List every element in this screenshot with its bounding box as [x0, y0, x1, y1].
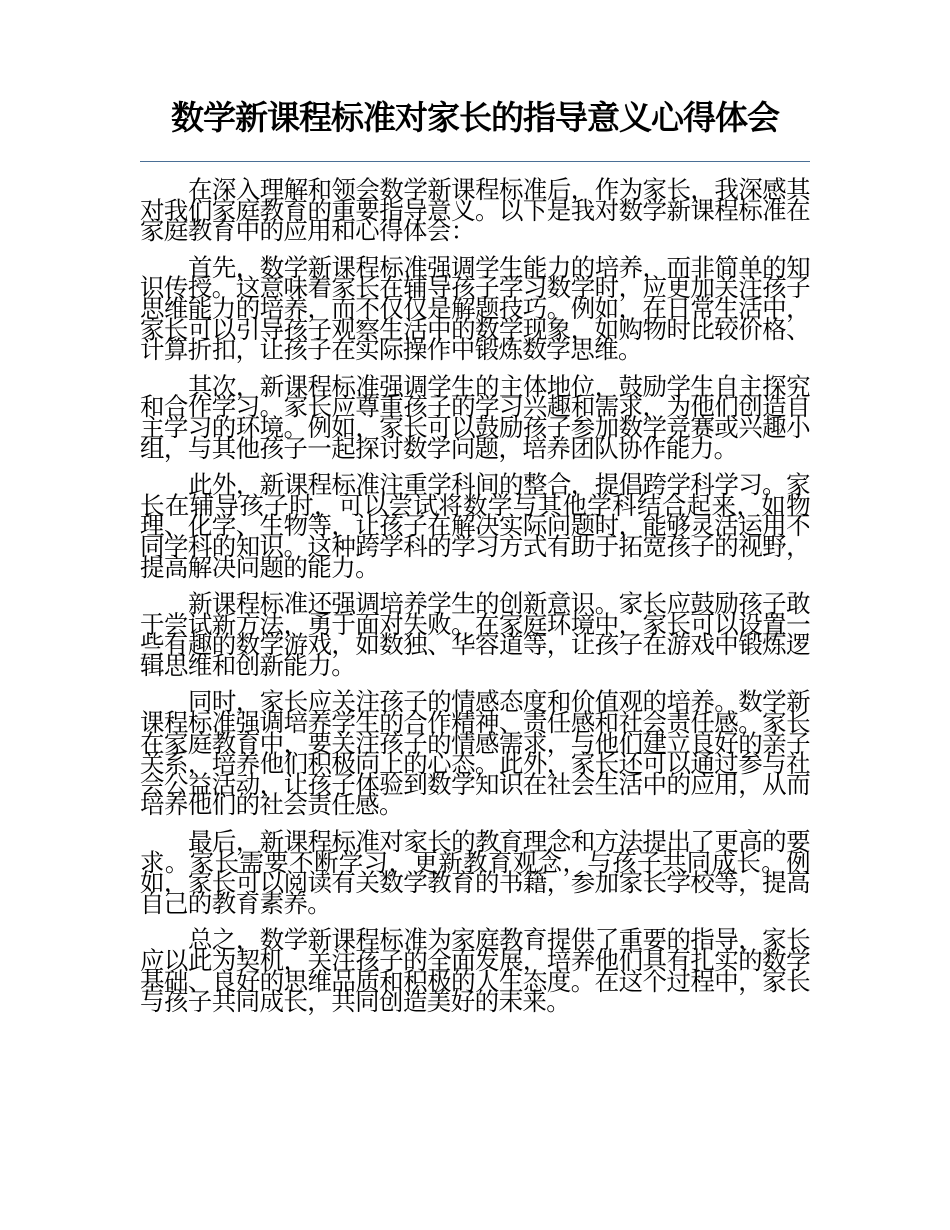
title-underline	[140, 161, 810, 162]
paragraph-first: 首先，数学新课程标准强调学生能力的培养，而非简单的知识传授。这意味着家长在辅导孩子学习数学时，应更加关注孩子思维能力的培养，而不仅仅是解题技巧。例如，在日常生活中，家长可以引导孩子观察生活中的数学现象，如购物时比较价格、计算折扣，让孩子在实际操作中锻炼数学思维。	[140, 252, 810, 365]
paragraph-second: 其次，新课程标准强调学生的主体地位，鼓励学生自主探究和合作学习。家长应尊重孩子的学习兴趣和需求，为他们创造自主学习的环境。例如，家长可以鼓励孩子参加数学竞赛或兴趣小组，与其他孩子一起探讨数学问题，培养团队协作能力。	[140, 371, 810, 463]
paragraph-conclusion: 总之，数学新课程标准为家庭教育提供了重要的指导，家长应以此为契机，关注孩子的全面发展，培养他们具有扎实的数学基础、良好的思维品质和积极的人生态度。在这个过程中，家长与孩子共同成长，共同创造美好的未来。	[140, 925, 810, 1017]
paragraph-innovation: 新课程标准还强调培养学生的创新意识。家长应鼓励孩子敢于尝试新方法，勇于面对失败。在家庭环境中，家长可以设置一些有趣的数学游戏，如数独、华容道等，让孩子在游戏中锻炼逻辑思维和创新能力。	[140, 589, 810, 680]
paragraph-finally: 最后，新课程标准对家长的教育理念和方法提出了更高的要求。家长需要不断学习，更新教育观念，与孩子共同成长。例如，家长可以阅读有关数学教育的书籍，参加家长学校等，提高自己的教育素养。	[140, 827, 810, 918]
paragraph-emotion: 同时，家长应关注孩子的情感态度和价值观的培养。数学新课程标准强调培养学生的合作精神、责任感和社会责任感。家长在家庭教育中，要关注孩子的情感需求，与他们建立良好的亲子关系，培养他们积极向上的心态。此外，家长还可以通过参与社会公益活动，让孩子体验到数学知识在社会生活中的应用，从而培养他们的社会责任感。	[140, 687, 810, 820]
paragraph-intro: 在深入理解和领会数学新课程标准后，作为家长，我深感其对我们家庭教育的重要指导意义。以下是我对数学新课程标准在家庭教育中的应用和心得体会：	[140, 175, 810, 246]
document-body	[140, 175, 810, 1029]
document-title: 数学新课程标准对家长的指导意义心得体会	[171, 98, 779, 137]
paragraph-interdisciplinary: 此外，新课程标准注重学科间的整合，提倡跨学科学习。家长在辅导孩子时，可以尝试将数学与其他学科结合起来，如物理、化学、生物等，让孩子在解决实际问题时，能够灵活运用不同学科的知识。这种跨学科的学习方式有助于拓宽孩子的视野，提高解决问题的能力。	[140, 470, 810, 582]
